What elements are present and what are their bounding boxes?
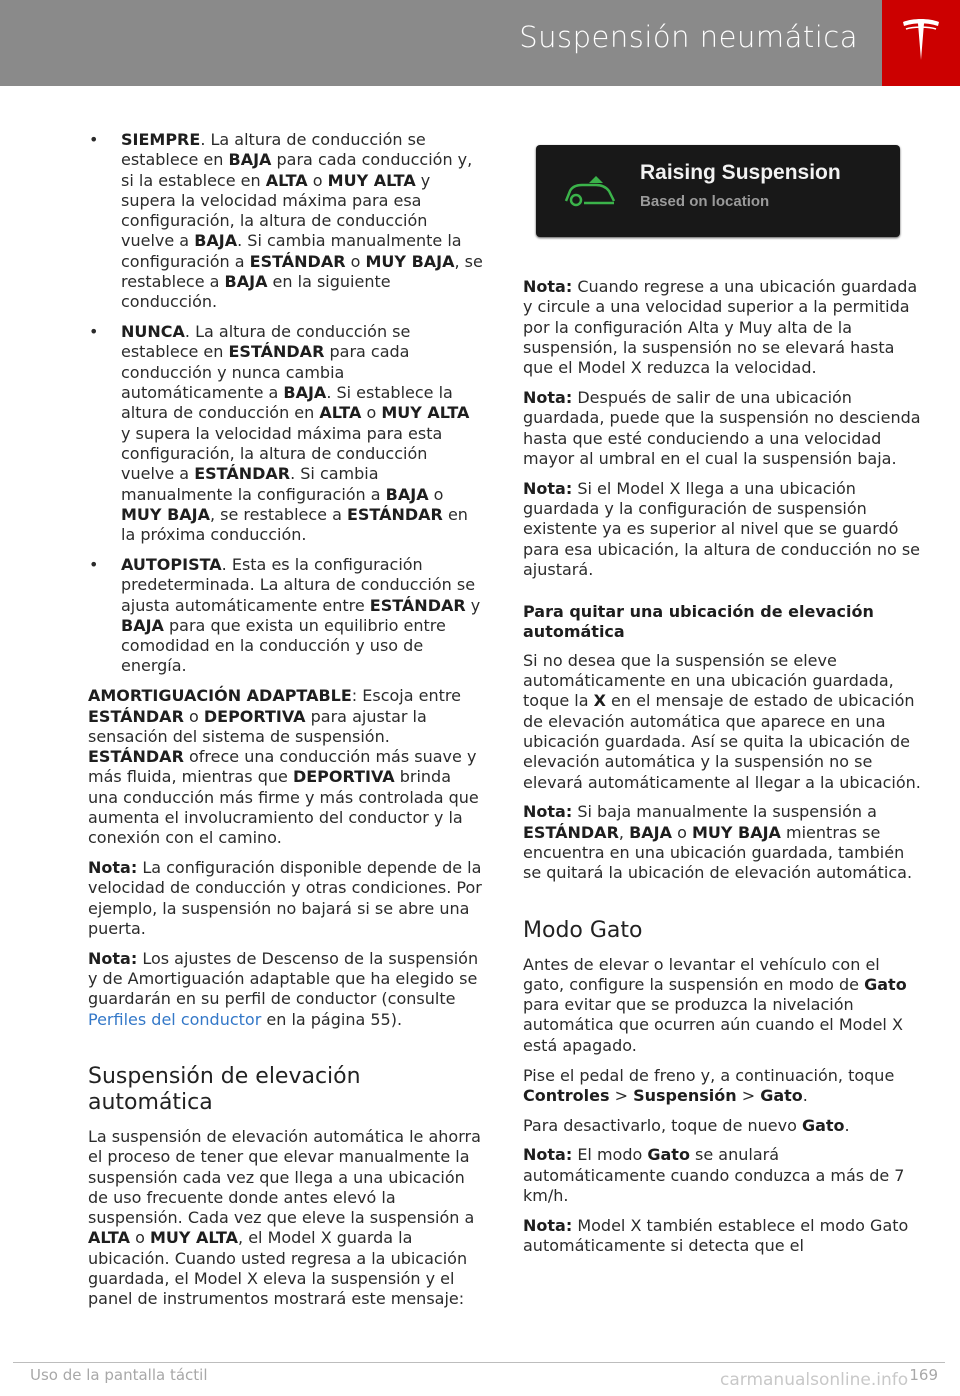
car-raise-icon <box>562 173 618 209</box>
note: Nota: Cuando regrese a una ubicación guardada y circule a una velocidad superior a la permitida por la configuración Alta y Muy alta de la suspensión, la suspensión no se elevará hasta que el Model X reduzca la velocidad. <box>523 277 918 378</box>
notification-subtitle: Based on location <box>640 193 770 210</box>
bullet-icon: • <box>89 554 99 574</box>
jack-mode-disable: Para desactivarlo, toque de nuevo Gato. <box>523 1115 850 1135</box>
tesla-logo-icon <box>901 18 941 64</box>
section-heading-jack-mode: Modo Gato <box>523 917 643 943</box>
list-item: • AUTOPISTA. Esta es la configuración predeterminada. La altura de conducción se ajusta automáticamente entre ESTÁNDAR y BAJA para que exista un equilibrio entre comodidad en la conducción y uso de energía. <box>89 554 481 676</box>
right-column <box>523 277 923 1266</box>
note: Nota: La configuración disponible depende de la velocidad de conducción y otras condiciones. Por ejemplo, la suspensión no bajará si se abre una puerta. <box>88 858 482 938</box>
jack-mode-steps: Pise el pedal de freno y, a continuación, toque Controles > Suspensión > Gato. <box>523 1065 895 1105</box>
notification-title: Raising Suspension <box>640 161 841 184</box>
left-column <box>88 130 483 1319</box>
driver-profiles-link[interactable]: Perfiles del conductor <box>88 1009 262 1029</box>
page-number: 169 <box>909 1366 938 1384</box>
remove-location-paragraph: Si no desea que la suspensión se eleve automáticamente en una ubicación guardada, toque la X en el mensaje de estado de ubicación de elevación automática que aparece en una ubicación guardada. Así se quita la ubicación de elevación automática y la suspensión no se elevará automáticamente al llegar a la ubicación. <box>523 650 921 792</box>
bullet-icon: • <box>89 322 99 342</box>
auto-raise-paragraph: La suspensión de elevación automática le ahorra el proceso de tener que elevar manualmente la suspensión cada vez que llega a una ubicación de uso frecuente donde antes elevó la suspensión. Cada vez que eleve la suspensión a ALTA o MUY ALTA, el Model X guarda la ubicación. Cuando usted regresa a la ubicación guardada, el Model X eleva la suspensión y el panel de instrumentos mostrará este mensaje: <box>88 1126 481 1309</box>
note: Nota: Si baja manualmente la suspensión a ESTÁNDAR, BAJA o MUY BAJA mientras se encuentra en una ubicación guardada, también se quitará la ubicación de elevación automática. <box>523 802 913 883</box>
ride-height-options <box>88 130 483 677</box>
note: Nota: Los ajustes de Descenso de la suspensión y de Amortiguación adaptable que ha elegido se guardarán en su perfil de conductor (consulte Perfiles del conductor en la página 55). <box>88 948 479 1029</box>
jack-mode-paragraph: Antes de elevar o levantar el vehículo con el gato, configure la suspensión en modo de Gato para evitar que se produzca la nivelación automática que ocurren aún cuando el Model X está apagado. <box>523 954 907 1055</box>
page-title: Suspensión neumática <box>519 20 858 54</box>
page-header <box>0 0 960 86</box>
note: Nota: Model X también establece el modo Gato automáticamente si detecta que el <box>523 1215 909 1256</box>
note: Nota: Si el Model X llega a una ubicación guardada y la configuración de suspensión existente ya es superior al nivel que se guardó para esa ubicación, la altura de conducción no se ajustará. <box>523 478 921 579</box>
note: Nota: Después de salir de una ubicación guardada, puede que la suspensión no descienda hasta que esté conduciendo a una velocidad mayor al umbral en el cual la suspensión baja. <box>523 387 921 468</box>
footer-section-name: Uso de la pantalla táctil <box>30 1366 208 1384</box>
list-item: • NUNCA. La altura de conducción se establece en ESTÁNDAR para cada conducción y nunca cambia automáticamente a BAJA. Si establece la altura de conducción en ALTA o MUY ALTA y supera la velocidad máxima para esta configuración, la altura de conducción vuelve a ESTÁNDAR. Si cambia manualmente la configuración a BAJA o MUY BAJA, se restablece a ESTÁNDAR en la próxima conducción. <box>89 322 470 545</box>
section-heading-auto-raise: Suspensión de elevación automática <box>88 1063 361 1115</box>
raising-suspension-notification <box>536 145 900 237</box>
brand-logo <box>882 0 960 86</box>
list-item: • SIEMPRE. La altura de conducción se establece en BAJA para cada conducción y, si la establece en ALTA o MUY ALTA y supera la velocidad máxima para esa configuración, la altura de conducción vuelve a BAJA. Si cambia manualmente la configuración a ESTÁNDAR o MUY BAJA, se restablece a BAJA en la siguiente conducción. <box>89 130 483 312</box>
footer-divider <box>13 1362 945 1363</box>
note: Nota: El modo Gato se anulará automáticamente cuando conduzca a más de 7 km/h. <box>523 1145 905 1205</box>
adaptive-damping-paragraph: AMORTIGUACIÓN ADAPTABLE: Escoja entre ESTÁNDAR o DEPORTIVA para ajustar la sensación del sistema de suspensión. ESTÁNDAR ofrece una conducción más suave y más fluida, mientras que DEPORTIVA brinda una conducción más firme y más controlada que aumenta el involucramiento del conductor y la conexión con el camino. <box>88 686 479 848</box>
watermark: carmanualsonline.info <box>720 1370 909 1390</box>
bullet-icon: • <box>89 130 99 149</box>
subsection-heading-remove-location: Para quitar una ubicación de elevación automática <box>523 602 874 642</box>
